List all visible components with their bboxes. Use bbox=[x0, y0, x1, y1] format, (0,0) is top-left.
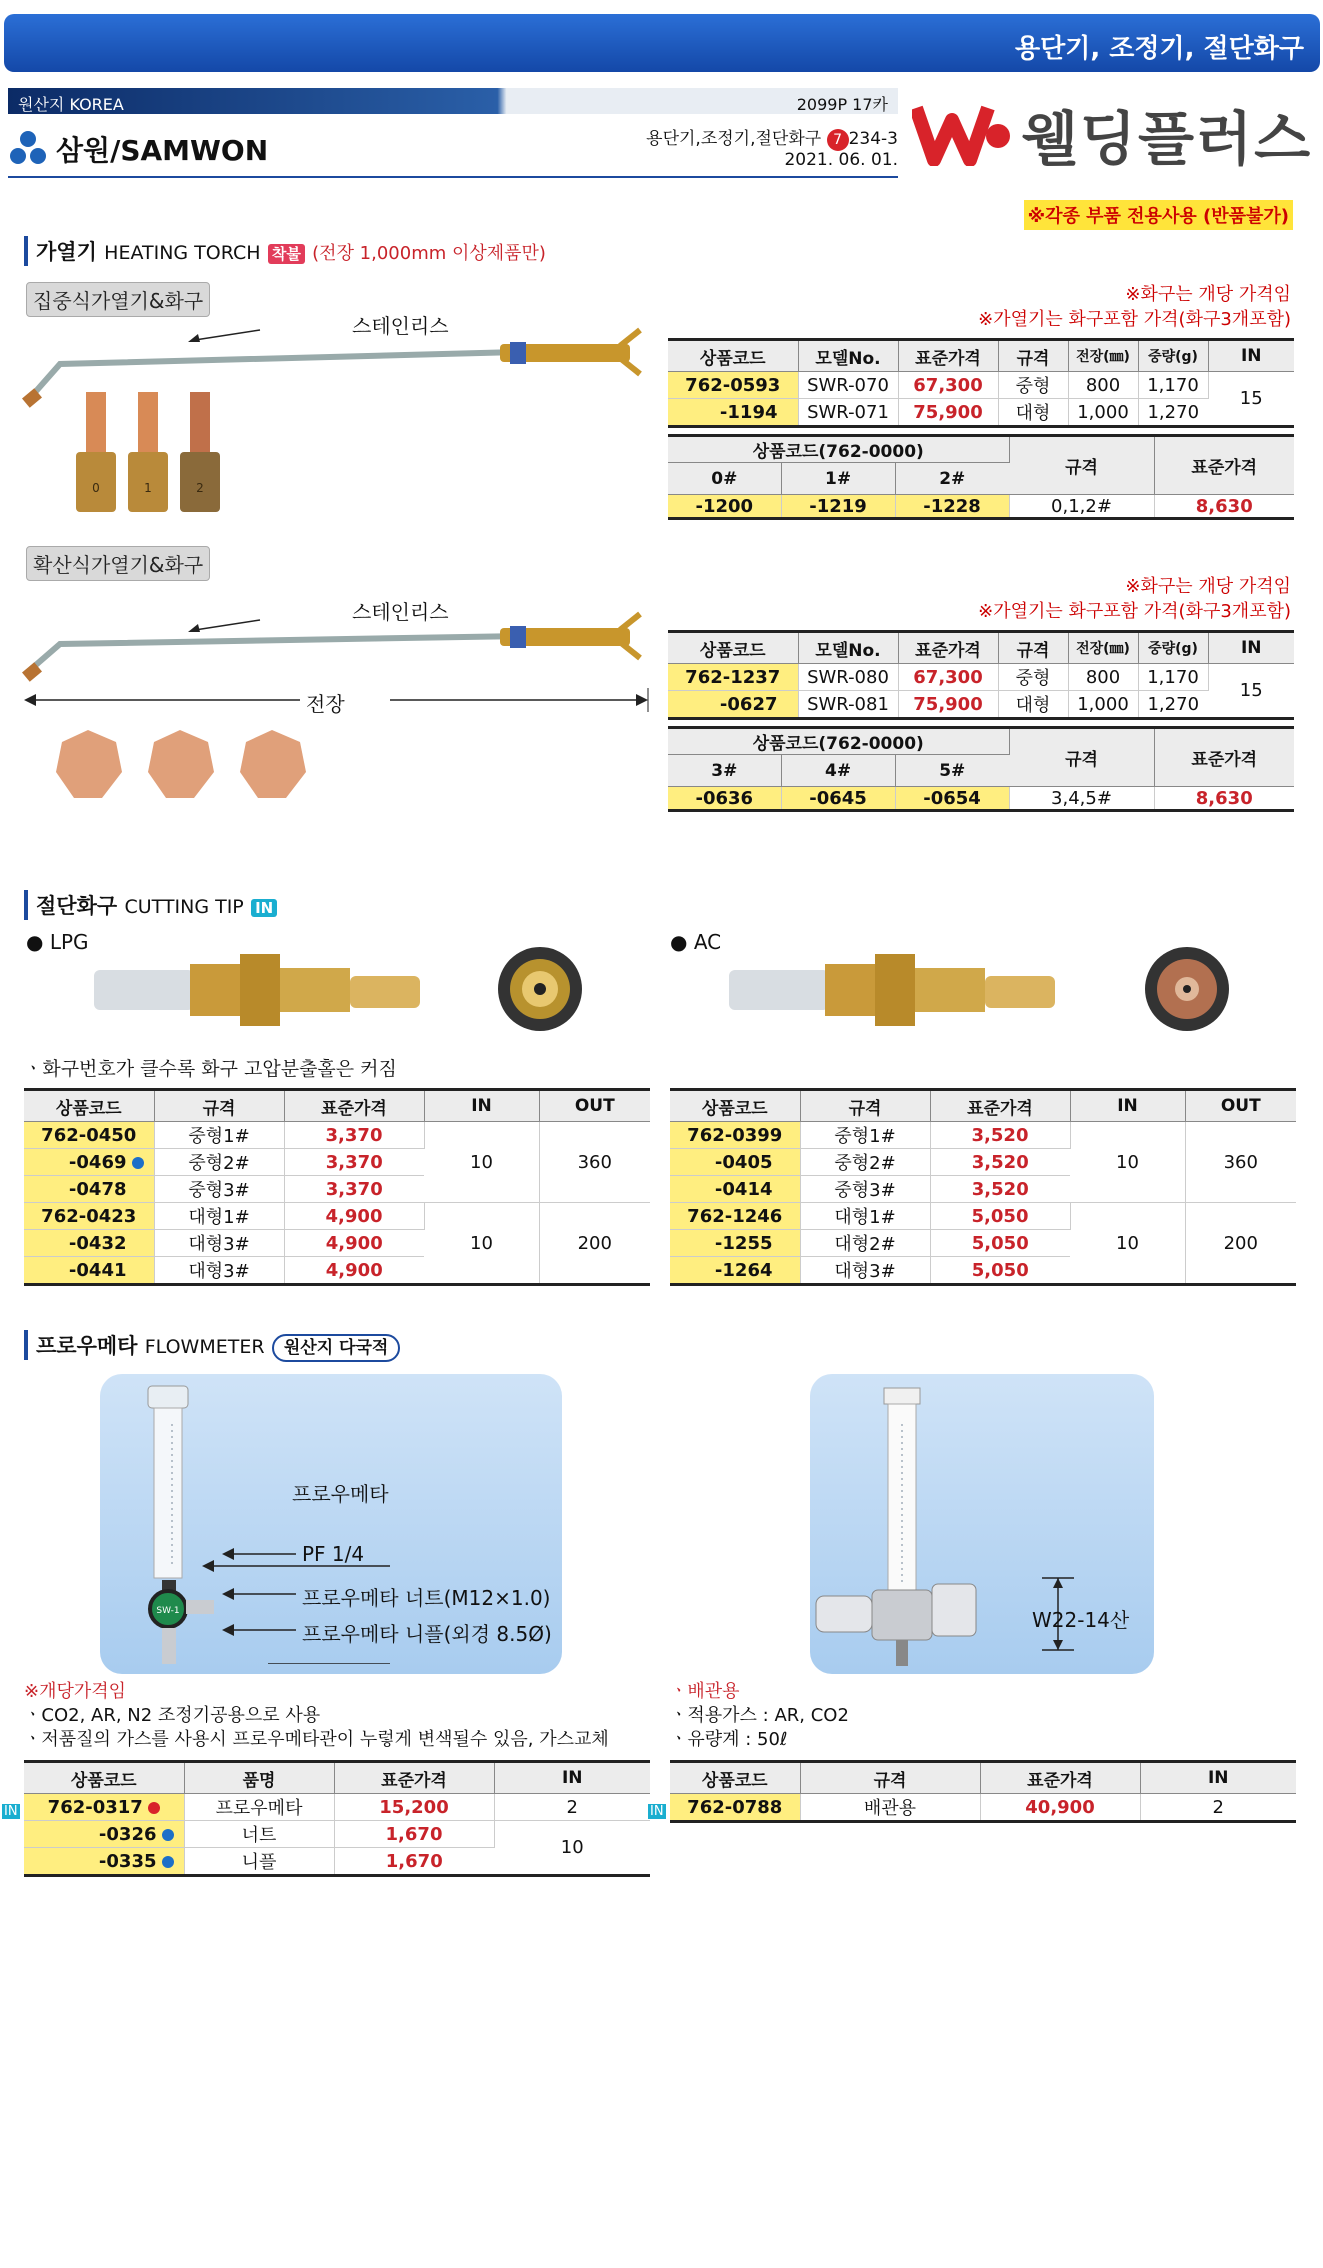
table-row: 762-0317 프로우메타 15,200 2 bbox=[24, 1794, 650, 1821]
flowmeter-pipe-image bbox=[810, 1384, 1040, 1674]
flow-table-right-wrap bbox=[650, 1760, 1296, 1823]
flowmeter-arrows-2 bbox=[220, 1546, 300, 1666]
samwon-logo-icon bbox=[8, 129, 48, 169]
cutting-note: ㆍ화구번호가 클수록 화구 고압분출홀은 커짐 bbox=[24, 1058, 397, 1080]
table-row: 762-0788 배관용 40,900 2 bbox=[670, 1794, 1296, 1822]
category-line: 용단기,조정기,절단화구 7 234-3 bbox=[646, 129, 898, 149]
flow-table-left-wrap bbox=[4, 1760, 650, 1877]
flow-table-left: 상품코드 품명 표준가격 IN 762-0317 프로우메타 15,200 2 -0326 너트 1,670 10 -0335 니플 1,670 bbox=[24, 1760, 650, 1877]
table-row: -1200 -1219 -1228 0,1,2# 8,630 bbox=[668, 495, 1294, 519]
label-stainless-2: 스테인리스 bbox=[352, 600, 449, 624]
section-heating: 가열기 HEATING TORCH 착불 (전장 1,000mm 이상제품만) bbox=[24, 236, 546, 266]
table-row: -1194 SWR-071 75,900 대형 1,000 1,270 bbox=[668, 399, 1294, 427]
header-rule bbox=[8, 176, 898, 178]
blue-dot-icon bbox=[162, 1856, 174, 1868]
table-row: -0405 중형2# 3,520 bbox=[670, 1149, 1296, 1176]
label-nipple: 프로우메타 니플(외경 8.5Ø) bbox=[302, 1622, 552, 1646]
table-row: 762-0399 중형1# 3,520 10 360 bbox=[670, 1122, 1296, 1149]
blue-dot-icon bbox=[132, 1157, 144, 1169]
tip-images-2 bbox=[52, 728, 322, 804]
table-row: -1264 대형3# 5,050 bbox=[670, 1257, 1296, 1285]
svg-text:0: 0 bbox=[92, 481, 100, 495]
origin-pill: 원산지 다국적 bbox=[272, 1334, 400, 1362]
table-row: 762-0423 대형1# 4,900 10 200 bbox=[24, 1203, 650, 1230]
svg-text:SW-1: SW-1 bbox=[156, 1606, 180, 1616]
sub-label-diffusion: 확산식가열기&화구 bbox=[26, 546, 210, 581]
in-badge: IN bbox=[4, 1804, 18, 1819]
section-flowmeter: 프로우메타 FLOWMETER 원산지 다국적 bbox=[24, 1330, 400, 1360]
blue-dot-icon bbox=[162, 1829, 174, 1841]
cutting-tip-ac-image bbox=[725, 940, 1075, 1040]
label-w22: W22-14산 bbox=[1032, 1608, 1130, 1632]
note-torch-price-1: ※가열기는 화구포함 가격(화구3개포함) bbox=[978, 309, 1291, 330]
table-row: -0636 -0645 -0654 3,4,5# 8,630 bbox=[668, 787, 1294, 811]
flow-notes-left: ※개당가격임 ㆍCO2, AR, N2 조정기공용으로 사용 ㆍ저품질의 가스를 사용시 프로우메타관이 누렇게 변색될수 있음, 가스교체 bbox=[24, 1681, 609, 1750]
top-banner: 용단기, 조정기, 절단화구 bbox=[4, 14, 1320, 72]
note-torch-price-2: ※가열기는 화구포함 가격(화구3개포함) bbox=[978, 601, 1291, 622]
cutting-tip-lpg-image bbox=[90, 940, 440, 1040]
brand-name: 삼원/SAMWON bbox=[56, 134, 269, 167]
notice: ※각종 부품 전용사용 (반품불가) bbox=[1024, 200, 1293, 230]
table-row: -0478 중형3# 3,370 bbox=[24, 1176, 650, 1203]
table-row: 762-1246 대형1# 5,050 10 200 bbox=[670, 1203, 1296, 1230]
flowmeter-panel-right bbox=[810, 1374, 1154, 1674]
red-dot-icon bbox=[148, 1802, 160, 1814]
flow-notes-right: ㆍ배관용 ㆍ적용가스 : AR, CO2 ㆍ유량계 : 50ℓ bbox=[670, 1681, 849, 1750]
table-row: -0326 너트 1,670 10 bbox=[24, 1821, 650, 1848]
svg-text:2: 2 bbox=[196, 481, 204, 495]
svg-text:1: 1 bbox=[144, 481, 152, 495]
tag-collect: 착불 bbox=[268, 244, 305, 264]
label-flowmeter: 프로우메타 bbox=[292, 1482, 389, 1506]
tip-images-1 bbox=[74, 392, 224, 516]
cutting-table-lpg: 상품코드 규격 표준가격 IN OUT 762-0450 중형1# 3,370 10 360 -0469 중형2# 3,370 -0478 중형3# 3,370 762-0423 대형1# 4,900 10 200 -0432 대형3# 4,900 -0441 대형3# 4,900 bbox=[24, 1088, 650, 1286]
page-ref: 2099P 17카 bbox=[796, 95, 888, 114]
table-row: 762-0450 중형1# 3,370 10 360 bbox=[24, 1122, 650, 1149]
label-nut: 프로우메타 너트(M12×1.0) bbox=[302, 1586, 551, 1610]
note-tip-price-1: ※화구는 개당 가격임 bbox=[1125, 284, 1291, 305]
cutting-table-ac: 상품코드 규격 표준가격 IN OUT 762-0399 중형1# 3,520 10 360 -0405 중형2# 3,520 -0414 중형3# 3,520 762-1246 대형1# 5,050 10 200 -1255 대형2# 5,050 -1264 대형3# 5,050 bbox=[670, 1088, 1296, 1286]
table-row: 762-0593 SWR-070 67,300 중형 800 1,170 15 bbox=[668, 372, 1294, 399]
origin-text: 원산지 KOREA bbox=[18, 95, 124, 114]
in-badge: IN bbox=[650, 1804, 664, 1819]
cutting-tip-ac-end-icon bbox=[1142, 944, 1232, 1034]
table-row: -0627 SWR-081 75,900 대형 1,000 1,270 bbox=[668, 691, 1294, 719]
date: 2021. 06. 01. bbox=[784, 150, 898, 170]
flowmeter-panel-left bbox=[100, 1374, 562, 1674]
label-stainless-1: 스테인리스 bbox=[352, 314, 449, 338]
weldingplus-logo: 웰딩플러스 bbox=[912, 92, 1312, 176]
tag-in: IN bbox=[251, 899, 277, 917]
heating-table-2: 상품코드 모델No. 표준가격 규격 전장(㎜) 중량(g) IN 762-1237 SWR-080 67,300 중형 800 1,170 15 -0627 SWR-081 75,900 대형 1,000 1,270 bbox=[668, 630, 1294, 720]
label-lpg: ● LPG bbox=[26, 930, 89, 954]
table-row: -0432 대형3# 4,900 bbox=[24, 1230, 650, 1257]
category-number: 7 bbox=[827, 129, 849, 151]
table-row: 762-1237 SWR-080 67,300 중형 800 1,170 15 bbox=[668, 664, 1294, 691]
table-row: -0469 중형2# 3,370 bbox=[24, 1149, 650, 1176]
table-row: -0414 중형3# 3,520 bbox=[670, 1176, 1296, 1203]
brand bbox=[8, 124, 268, 174]
table-row: -1255 대형2# 5,050 bbox=[670, 1230, 1296, 1257]
table-row: -0441 대형3# 4,900 bbox=[24, 1257, 650, 1285]
heating-table-1: 상품코드 모델No. 표준가격 규격 전장(㎜) 중량(g) IN 762-0593 SWR-070 67,300 중형 800 1,170 15 -1194 SWR-071 75,900 대형 1,000 1,270 bbox=[668, 338, 1294, 428]
label-ac: ● AC bbox=[670, 930, 722, 954]
tip-table-1: 상품코드(762-0000) 규격 표준가격 0# 1# 2# -1200 -1219 -1228 0,1,2# 8,630 bbox=[668, 434, 1294, 520]
w-logo-icon bbox=[912, 102, 1012, 166]
note-tip-price-2: ※화구는 개당 가격임 bbox=[1125, 576, 1291, 597]
table-row: -0335 니플 1,670 bbox=[24, 1848, 650, 1876]
origin-bar bbox=[8, 88, 898, 114]
flow-table-right: 상품코드 규격 표준가격 IN 762-0788 배관용 40,900 2 bbox=[670, 1760, 1296, 1823]
label-length: 전장 bbox=[306, 692, 345, 716]
cutting-tip-lpg-end-icon bbox=[495, 944, 585, 1034]
tip-table-2: 상품코드(762-0000) 규격 표준가격 3# 4# 5# -0636 -0645 -0654 3,4,5# 8,630 bbox=[668, 726, 1294, 812]
section-cutting: 절단화구 CUTTING TIP IN bbox=[24, 890, 277, 920]
label-pf: PF 1/4 bbox=[302, 1542, 365, 1566]
sub-label-concentrated: 집중식가열기&화구 bbox=[26, 282, 210, 317]
